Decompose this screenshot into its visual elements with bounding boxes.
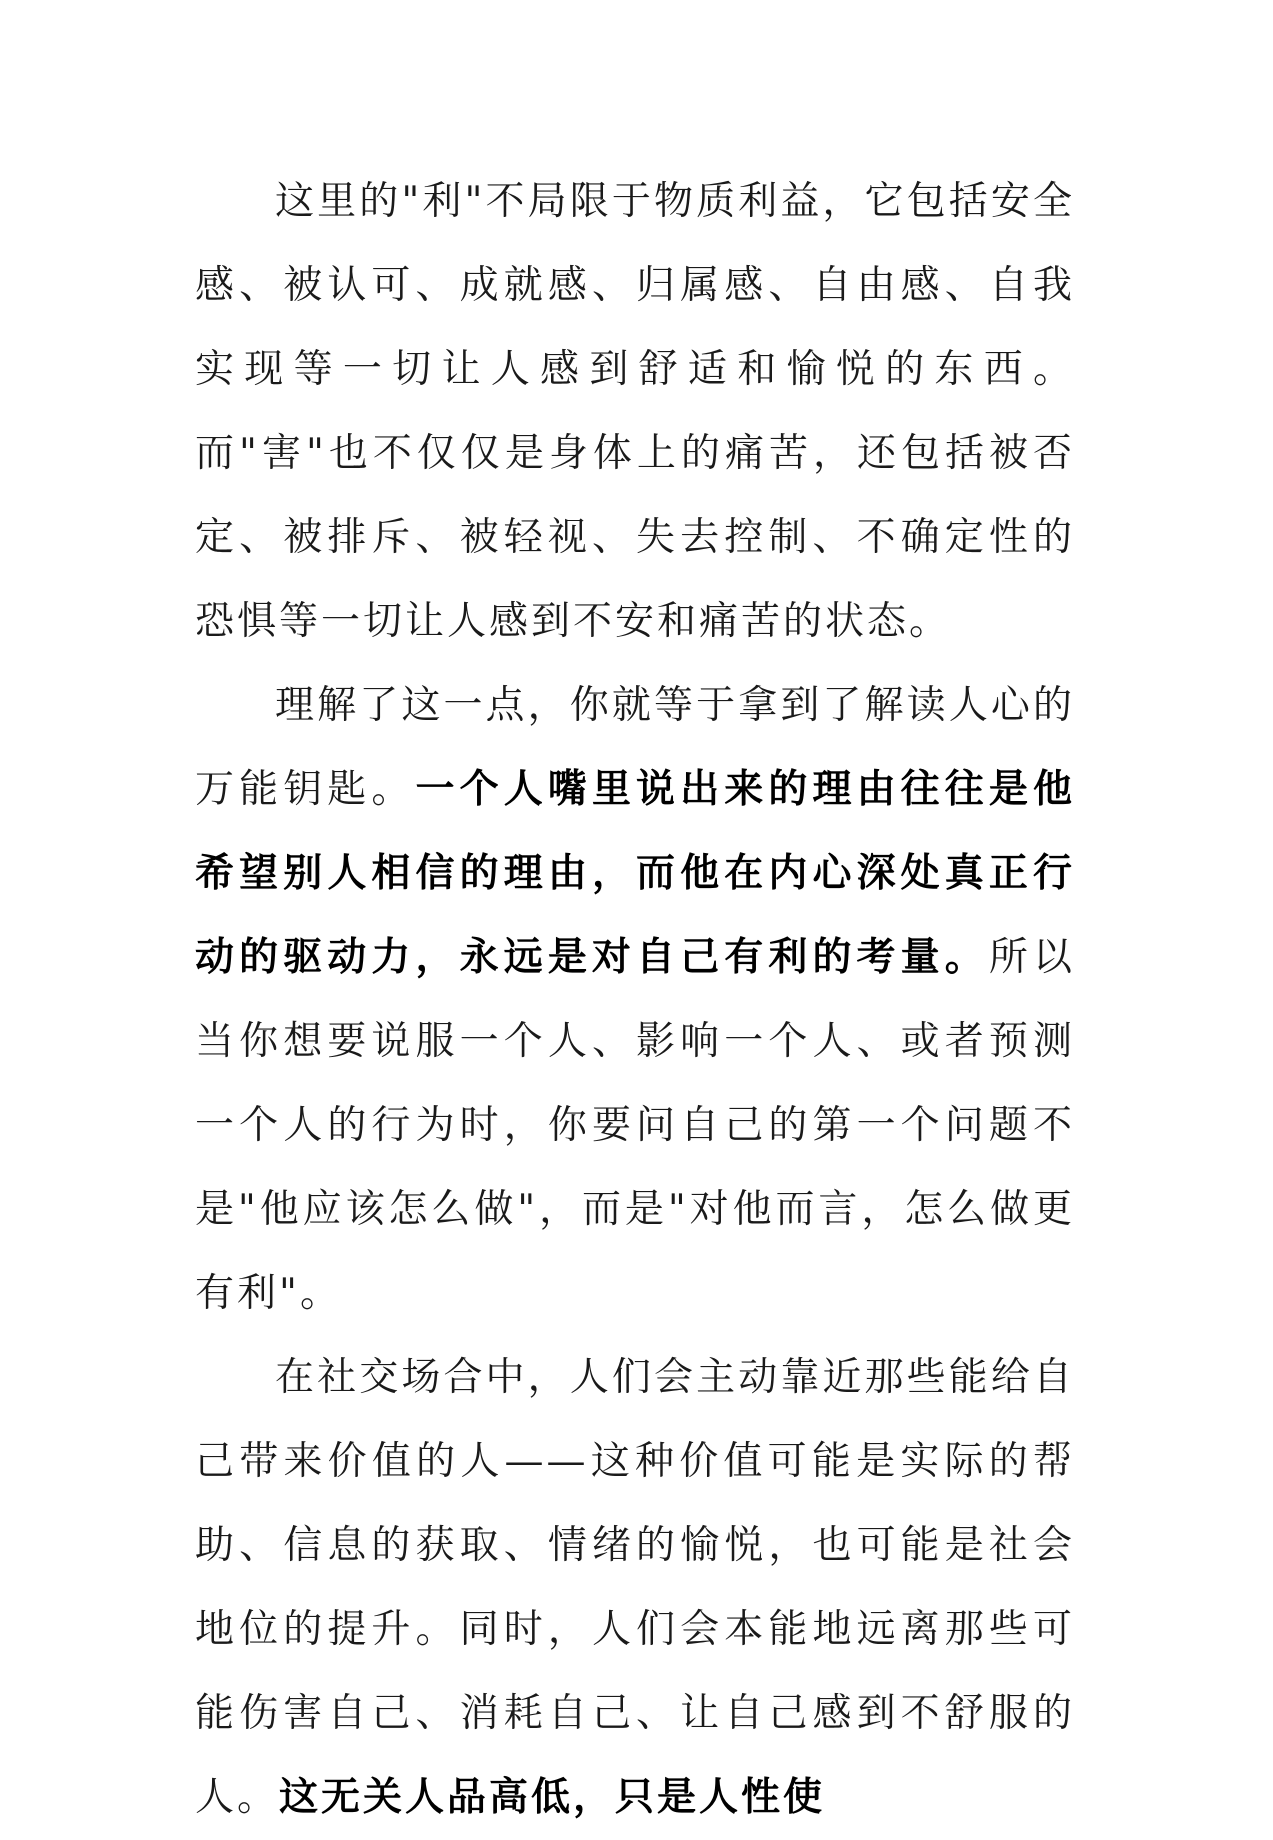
paragraph-3-bold-text: 这无关人品高低，只是人性使: [279, 1775, 826, 1820]
paragraph-2: [195, 664, 1075, 1336]
paragraph-2-text-a: 理解了这一点，你就等于拿到了解读人心的万能钥匙。: [195, 683, 1075, 812]
paragraph-3-text: 在社交场合中，人们会主动靠近那些能给自己带来价值的人——这种价值可能是实际的帮助、信息的获取、情绪的愉悦，也可能是社会地位的提升。同时，人们会本能地远离那些可能伤害自己、消耗自己、让自己感到不舒服的人。: [195, 1355, 1075, 1820]
paragraph-1-text: 这里的"利"不局限于物质利益，它包括安全感、被认可、成就感、归属感、自由感、自我实现等一切让人感到舒适和愉悦的东西。而"害"也不仅仅是身体上的痛苦，还包括被否定、被排斥、被轻视、失去控制、不确定性的恐惧等一切让人感到不安和痛苦的状态。: [195, 179, 1075, 644]
paragraph-2-text-b: 所以当你想要说服一个人、影响一个人、或者预测一个人的行为时，你要问自己的第一个问题不是"他应该怎么做"，而是"对他而言，怎么做更有利"。: [195, 935, 1075, 1316]
body-text: [195, 160, 1075, 1840]
paragraph-2-bold-text: 一个人嘴里说出来的理由往往是他希望别人相信的理由，而他在内心深处真正行动的驱动力，永远是对自己有利的考量。: [195, 767, 1075, 980]
paragraph-1: [195, 160, 1075, 664]
paragraph-3: [195, 1336, 1075, 1840]
